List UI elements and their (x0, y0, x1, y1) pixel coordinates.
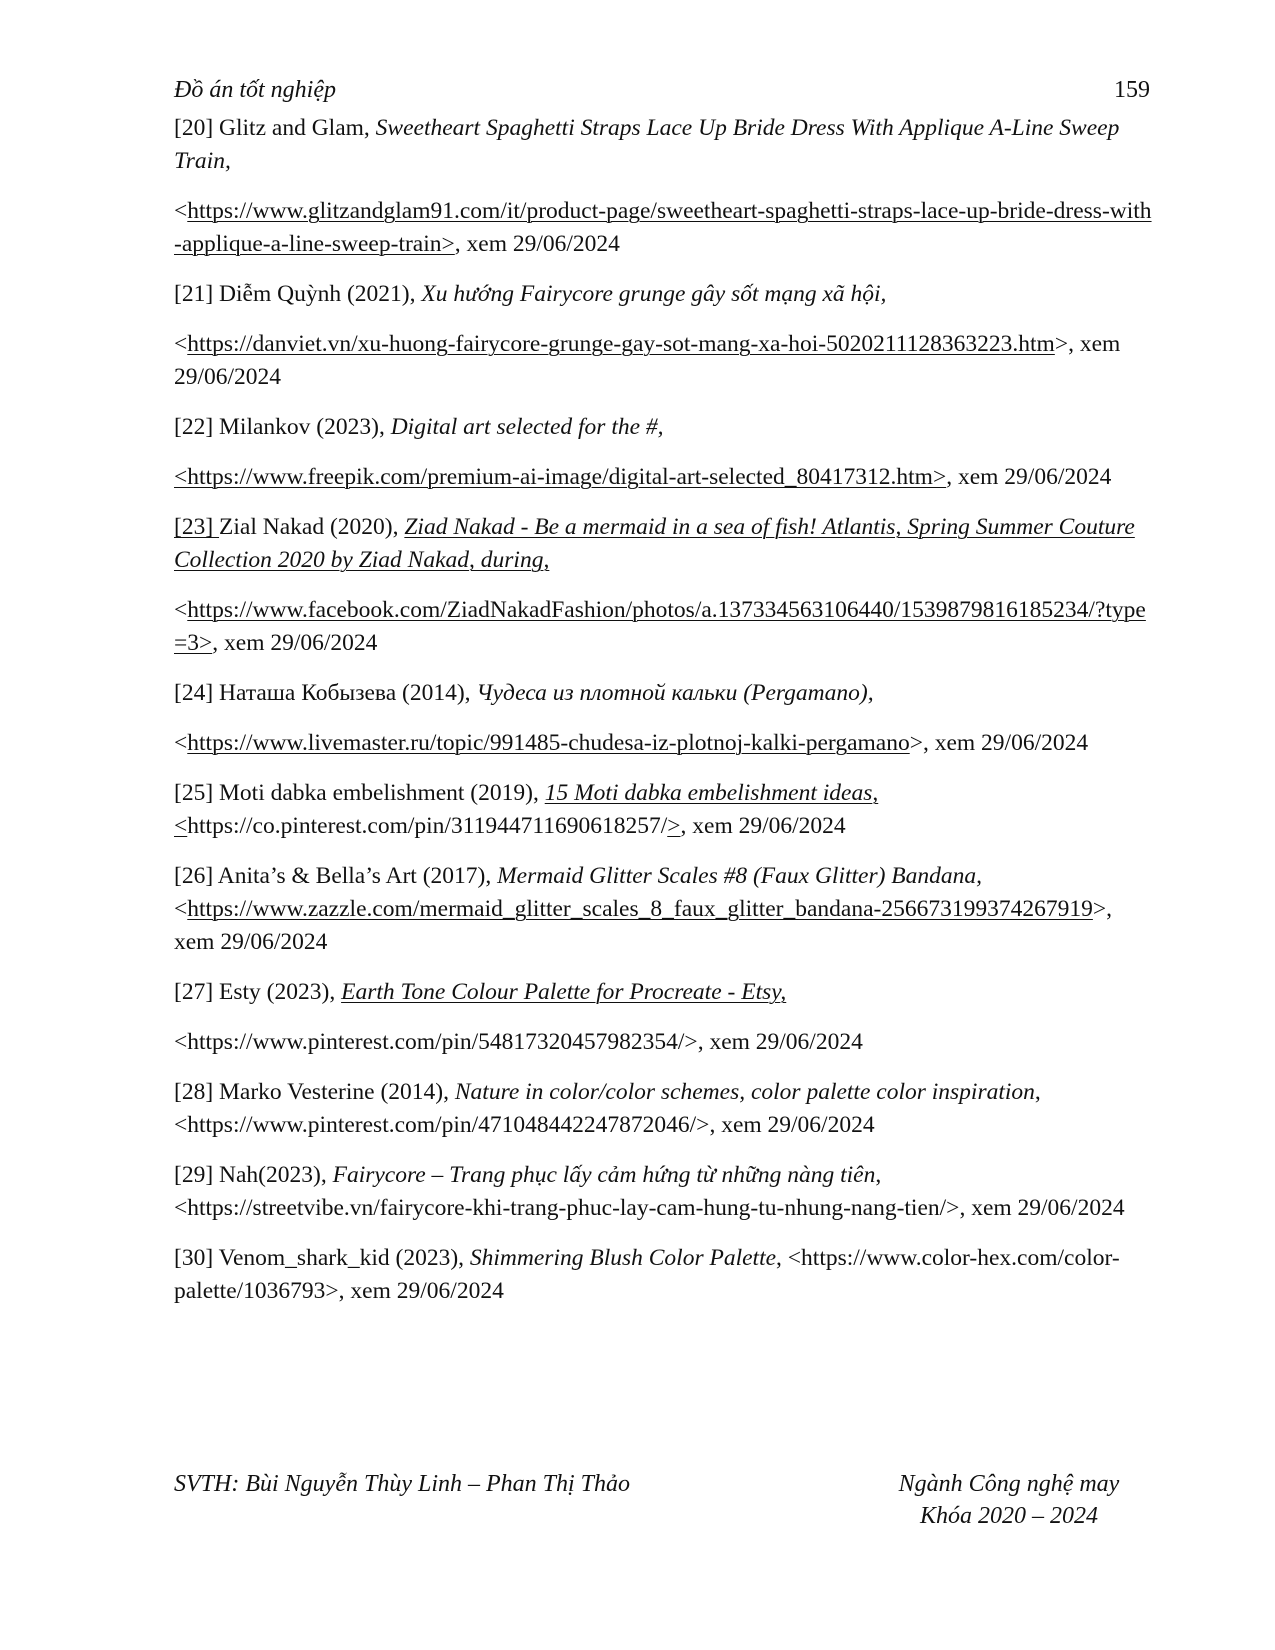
ref-url[interactable]: <https://www.pinterest.com/pin/548173204579823​54/> (174, 1029, 698, 1055)
reference-link-line (174, 594, 1154, 660)
ref-url[interactable]: <https://www.pinterest.com/pin/471048442247872046/> (174, 1112, 710, 1138)
ref-url[interactable]: <https://streetvibe.vn/fairycore-khi-trang-phuc-lay-cam-hung-tu-nhung-nang-tien/> (174, 1195, 960, 1221)
ref-title-comma: , (976, 863, 983, 889)
ref-accessed: , xem 29/06/2024 (338, 1278, 504, 1304)
ref-bracket: < (174, 813, 188, 839)
reference-link-line (174, 328, 1154, 394)
ref-author: Marko Vesterine (2014), (219, 1079, 455, 1105)
ref-bracket: < (174, 198, 188, 224)
ref-accessed: , xem 29/06/2024 (697, 1029, 863, 1055)
ref-author: Esty (2023), (219, 979, 342, 1005)
ref-title-comma: , (1034, 1079, 1041, 1105)
reference-link-line (174, 461, 1154, 494)
ref-title-link[interactable]: 15 Moti dabka embelishment ideas (544, 780, 873, 806)
footer-program (884, 1468, 1134, 1532)
ref-author: Nah(2023), (219, 1162, 333, 1188)
reference-link-line (174, 727, 1154, 760)
reference-item (174, 1159, 1154, 1225)
ref-url[interactable]: https://co.pinterest.com/pin/311944711690618257/ (187, 813, 668, 839)
ref-accessed: , xem 29/06/2024 (709, 1112, 875, 1138)
ref-author: Zial Nakad (2020), (219, 514, 405, 540)
ref-bracket: < (174, 597, 188, 623)
ref-title-comma: , (867, 680, 874, 706)
header-title: Đồ án tốt nghiệp (174, 77, 336, 103)
ref-bracket: < (174, 896, 188, 922)
ref-accessed: , xem 29/06/2024 (454, 231, 620, 257)
ref-author: Milankov (2023), (219, 414, 391, 440)
ref-bracket: < (174, 331, 188, 357)
ref-title: Digital art selected for the # (390, 414, 658, 440)
ref-title-comma: , (224, 148, 231, 174)
ref-title-comma: , (872, 780, 879, 806)
page-number: 159 (1114, 77, 1150, 103)
ref-title: Fairycore – Trang phục lấy cảm hứng từ những nàng tiên (332, 1162, 876, 1188)
reference-item (174, 860, 1154, 959)
ref-author: Anita’s & Bella’s Art (2017), (217, 863, 498, 889)
ref-title-link[interactable]: Ziad Nakad - Be a mermaid in a sea of fish! Atlantis, Spring Summer Couture Collection 2020 by Ziad Nakad, during (174, 514, 1135, 573)
footer-authors: SVTH: Bùi Nguyễn Thùy Linh – Phan Thị Thảo (174, 1471, 631, 1497)
reference-item (174, 677, 1154, 710)
ref-accessed: >, xem 29/06/2024 (174, 331, 1121, 390)
footer-major: Ngành Công nghệ may (898, 1471, 1120, 1497)
ref-accessed: , xem 29/06/2024 (680, 813, 846, 839)
reference-list (174, 112, 1154, 1325)
ref-title: Nature in color/color schemes, color palette color inspiration (454, 1079, 1035, 1105)
ref-url-link[interactable]: <https://www.freepik.com/premium-ai-image/digital-art-selected_80417312.htm> (174, 464, 947, 490)
ref-author: Glitz and Glam, (219, 115, 376, 141)
ref-accessed: >, xem 29/06/2024 (174, 896, 1113, 955)
ref-number: [29] (174, 1162, 220, 1188)
ref-title-comma: , (875, 1162, 882, 1188)
reference-item (174, 511, 1154, 577)
ref-accessed: >, xem 29/06/2024 (909, 730, 1089, 756)
ref-title-comma: , (776, 1245, 782, 1271)
ref-title-comma: , (780, 979, 787, 1005)
ref-title: Чудеса из плотной кальки (Pergamano) (476, 680, 868, 706)
ref-bracket: > (667, 813, 681, 839)
ref-url[interactable]: <https://www.color-hex.com/color-palette/1036793> (174, 1245, 1120, 1304)
reference-item (174, 1076, 1154, 1142)
ref-title-comma: , (880, 281, 887, 307)
ref-author: Наташа Кобызева (2014), (219, 680, 477, 706)
ref-number: [24] (174, 680, 220, 706)
ref-title: Mermaid Glitter Scales #8 (Faux Glitter) Bandana (497, 863, 977, 889)
ref-title-comma: , (543, 547, 550, 573)
ref-number: [20] (174, 115, 220, 141)
ref-url-link[interactable]: https://www.glitzandglam91.com/it/product-page/sweetheart-spaghetti-straps-lace-up-bride-dress-with-applique-a-line-sweep-train> (174, 198, 1152, 257)
reference-item (174, 112, 1154, 178)
ref-author: Moti dabka embelishment (2019), (219, 780, 545, 806)
ref-number: [25] (174, 780, 220, 806)
ref-bracket: < (174, 730, 188, 756)
ref-accessed: , xem 29/06/2024 (212, 630, 378, 656)
ref-title-link[interactable]: Earth Tone Colour Palette for Procreate - Etsy (341, 979, 781, 1005)
ref-number: [26] (174, 863, 218, 889)
ref-number: [21] (174, 281, 220, 307)
ref-accessed: , xem 29/06/2024 (946, 464, 1112, 490)
ref-number: [28] (174, 1079, 220, 1105)
ref-number: [22] (174, 414, 220, 440)
reference-item (174, 1242, 1154, 1308)
ref-title: Sweetheart Spaghetti Straps Lace Up Bride Dress With Applique A-Line Sweep Train (174, 115, 1120, 174)
ref-accessed: , xem 29/06/2024 (959, 1195, 1125, 1221)
ref-number: [30] (174, 1245, 219, 1271)
ref-number: [27] (174, 979, 220, 1005)
reference-link-line (174, 1026, 1154, 1059)
reference-item (174, 777, 1154, 843)
ref-author: Diễm Quỳnh (2021), (219, 281, 422, 307)
ref-url-link[interactable]: https://www.zazzle.com/mermaid_glitter_scales_8_faux_glitter_bandana-256673199374267919 (187, 896, 1093, 922)
ref-title-comma: , (657, 414, 664, 440)
footer-cohort: Khóa 2020 – 2024 (919, 1503, 1098, 1529)
reference-item (174, 411, 1154, 444)
ref-url-link[interactable]: https://danviet.vn/xu-huong-fairycore-grunge-gay-sot-mang-xa-hoi-5020211128363223.htm (187, 331, 1055, 357)
ref-title: Shimmering Blush Color Palette (469, 1245, 777, 1271)
reference-item (174, 976, 1154, 1009)
reference-link-line (174, 195, 1154, 261)
ref-title: Xu hướng Fairycore grunge gây sốt mạng xã hội (421, 281, 881, 307)
ref-url-link[interactable]: https://www.facebook.com/ZiadNakadFashion/photos/a.137334563106440/1539879816185234/?type=3> (174, 597, 1146, 656)
ref-number: [23] (174, 514, 220, 540)
ref-url-link[interactable]: https://www.livemaster.ru/topic/991485-chudesa-iz-plotnoj-kalki-pergamano (187, 730, 910, 756)
reference-item (174, 278, 1154, 311)
ref-author: Venom_shark_kid (2023), (218, 1245, 470, 1271)
